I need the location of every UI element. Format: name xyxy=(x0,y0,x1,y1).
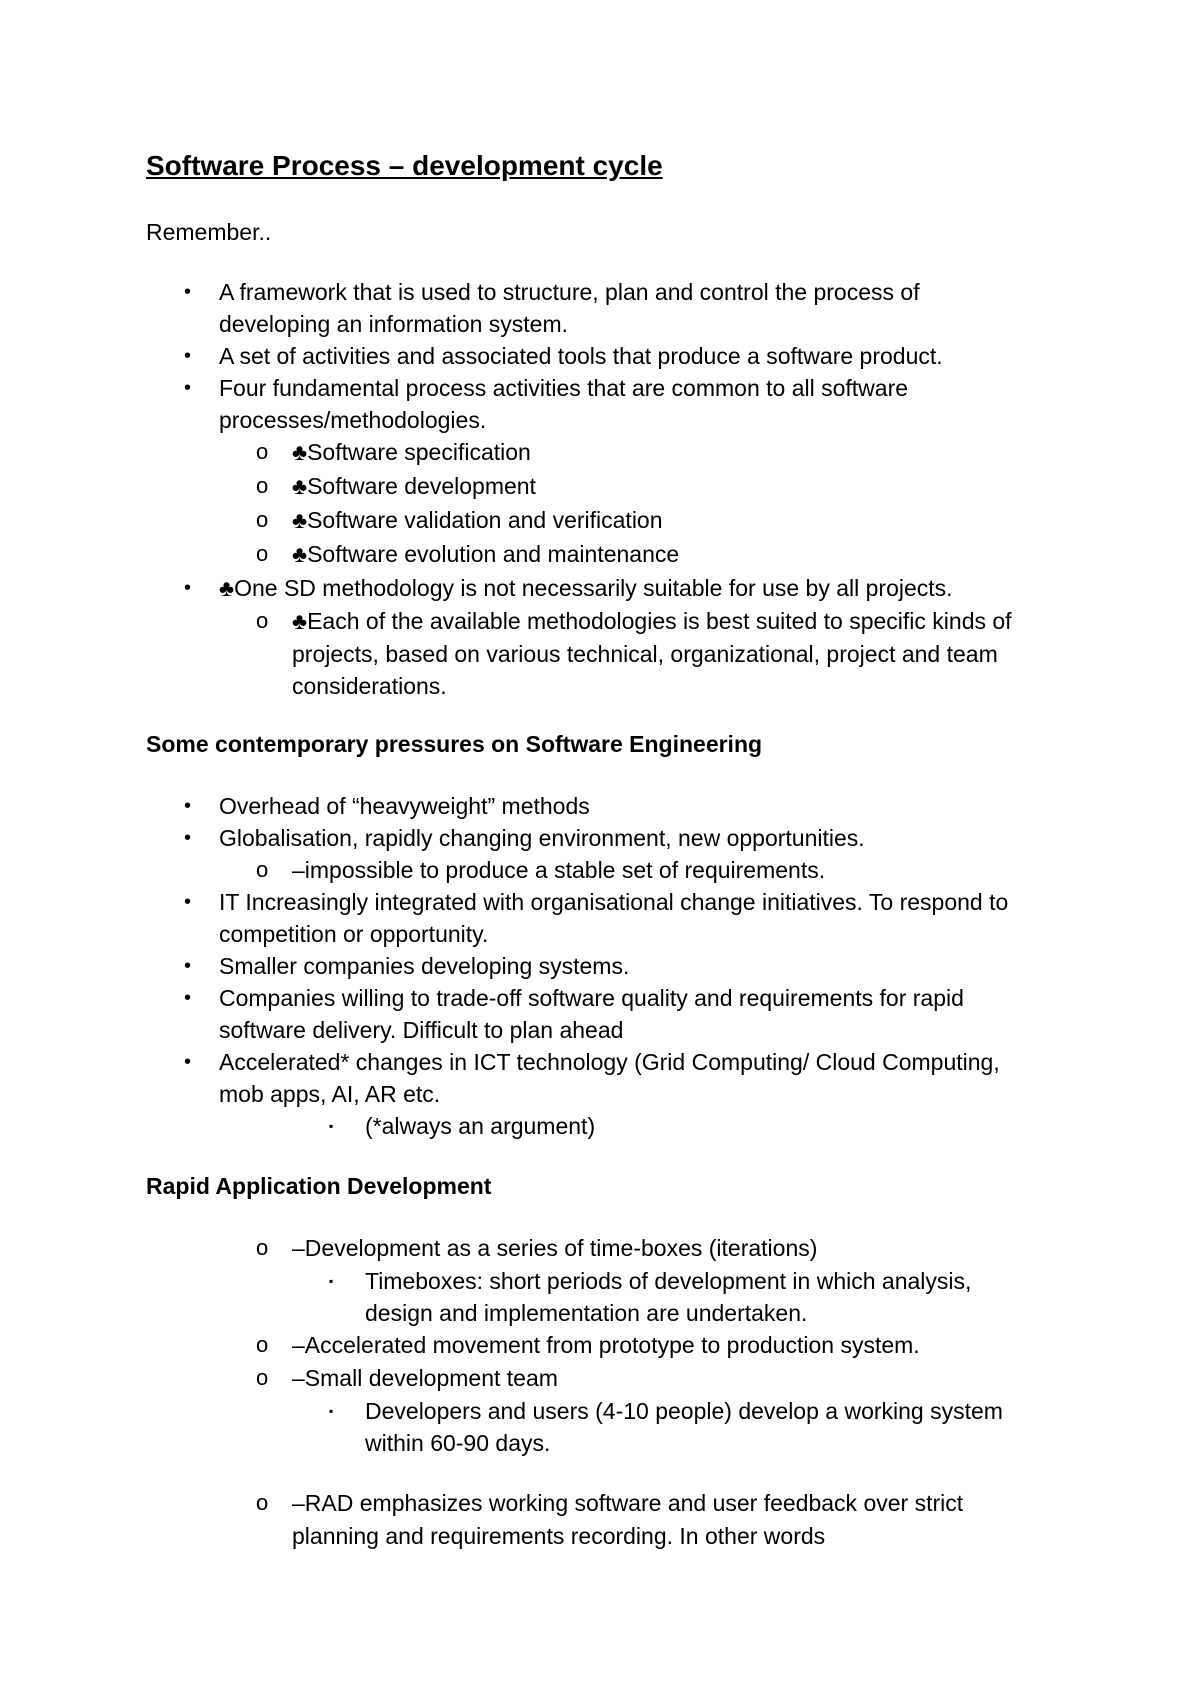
remember-label: Remember.. xyxy=(146,219,272,245)
s2-bullet-1: Overhead of “heavyweight” methods xyxy=(219,793,590,819)
s2-bullet-3-line-2: competition or opportunity. xyxy=(219,921,489,947)
s1-bullet-1-line-2: developing an information system. xyxy=(219,311,569,337)
s2-bullet-3-line-1: IT Increasingly integrated with organisational change initiatives. To respond to xyxy=(219,889,1009,915)
circle-marker: o xyxy=(256,1332,269,1357)
s2-bullet-6-sub: (*always an argument) xyxy=(365,1113,596,1139)
s1-sub-item: ♣Software evolution and maintenance xyxy=(292,541,680,567)
circle-marker: o xyxy=(256,608,269,633)
bullet-marker: • xyxy=(184,955,192,977)
section-heading-pressures: Some contemporary pressures on Software Engineering xyxy=(146,731,763,757)
bullet-marker: • xyxy=(184,827,192,849)
s2-bullet-5-line-1: Companies willing to trade-off software quality and requirements for rapid xyxy=(219,985,964,1011)
square-marker: ▪ xyxy=(329,1404,334,1418)
s1-bullet-1-line-1: A framework that is used to structure, plan and control the process of xyxy=(219,279,920,305)
s2-bullet-5-line-2: software delivery. Difficult to plan ahead xyxy=(219,1017,624,1043)
circle-marker: o xyxy=(256,1490,269,1515)
s1-sub-item: ♣Software development xyxy=(292,473,536,499)
page-title: Software Process – development cycle xyxy=(146,150,663,181)
bullet-marker: • xyxy=(184,345,192,367)
bullet-marker: • xyxy=(184,377,192,399)
s1-bullet-4-sub-line-1: ♣Each of the available methodologies is best suited to specific kinds of xyxy=(292,608,1012,634)
bullet-marker: • xyxy=(184,987,192,1009)
s1-bullet-4: ♣One SD methodology is not necessarily suitable for use by all projects. xyxy=(219,575,953,601)
circle-marker: o xyxy=(256,857,269,882)
circle-marker: o xyxy=(256,1235,269,1260)
s3-item-4-line-1: –RAD emphasizes working software and user feedback over strict xyxy=(292,1490,964,1516)
s3-item-1: –Development as a series of time-boxes (iterations) xyxy=(292,1235,818,1261)
circle-marker: o xyxy=(256,541,269,566)
bullet-marker: • xyxy=(184,1051,192,1073)
bullet-marker: • xyxy=(184,281,192,303)
circle-marker: o xyxy=(256,439,269,464)
s1-bullet-2: A set of activities and associated tools that produce a software product. xyxy=(219,343,943,369)
s3-item-1-sub-line-1: Timeboxes: short periods of development in which analysis, xyxy=(365,1268,972,1294)
s1-bullet-4-sub-line-3: considerations. xyxy=(292,673,447,699)
s2-bullet-2: Globalisation, rapidly changing environment, new opportunities. xyxy=(219,825,865,851)
s2-bullet-6-line-1: Accelerated* changes in ICT technology (Grid Computing/ Cloud Computing, xyxy=(219,1049,1000,1075)
square-marker: ▪ xyxy=(329,1119,334,1133)
square-marker: ▪ xyxy=(329,1274,334,1288)
s2-bullet-6-line-2: mob apps, AI, AR etc. xyxy=(219,1081,441,1107)
s1-sub-item: ♣Software specification xyxy=(292,439,531,465)
s1-bullet-4-sub-line-2: projects, based on various technical, organizational, project and team xyxy=(292,641,998,667)
circle-marker: o xyxy=(256,507,269,532)
s1-sub-item: ♣Software validation and verification xyxy=(292,507,663,533)
bullet-marker: • xyxy=(184,795,192,817)
s1-bullet-3-line-2: processes/methodologies. xyxy=(219,407,487,433)
bullet-marker: • xyxy=(184,891,192,913)
s2-bullet-4: Smaller companies developing systems. xyxy=(219,953,630,979)
s3-item-3: –Small development team xyxy=(292,1365,558,1391)
s3-item-3-sub-line-2: within 60-90 days. xyxy=(365,1430,551,1456)
bullet-marker: • xyxy=(184,577,192,599)
s3-item-2: –Accelerated movement from prototype to production system. xyxy=(292,1332,920,1358)
s3-item-3-sub-line-1: Developers and users (4-10 people) develop a working system xyxy=(365,1398,1003,1424)
s3-item-1-sub-line-2: design and implementation are undertaken. xyxy=(365,1300,808,1326)
s2-bullet-2-sub: –impossible to produce a stable set of requirements. xyxy=(292,857,826,883)
s1-bullet-3-line-1: Four fundamental process activities that are common to all software xyxy=(219,375,909,401)
section-heading-rad: Rapid Application Development xyxy=(146,1173,492,1199)
circle-marker: o xyxy=(256,473,269,498)
circle-marker: o xyxy=(256,1365,269,1390)
s3-item-4-line-2: planning and requirements recording. In other words xyxy=(292,1523,826,1549)
